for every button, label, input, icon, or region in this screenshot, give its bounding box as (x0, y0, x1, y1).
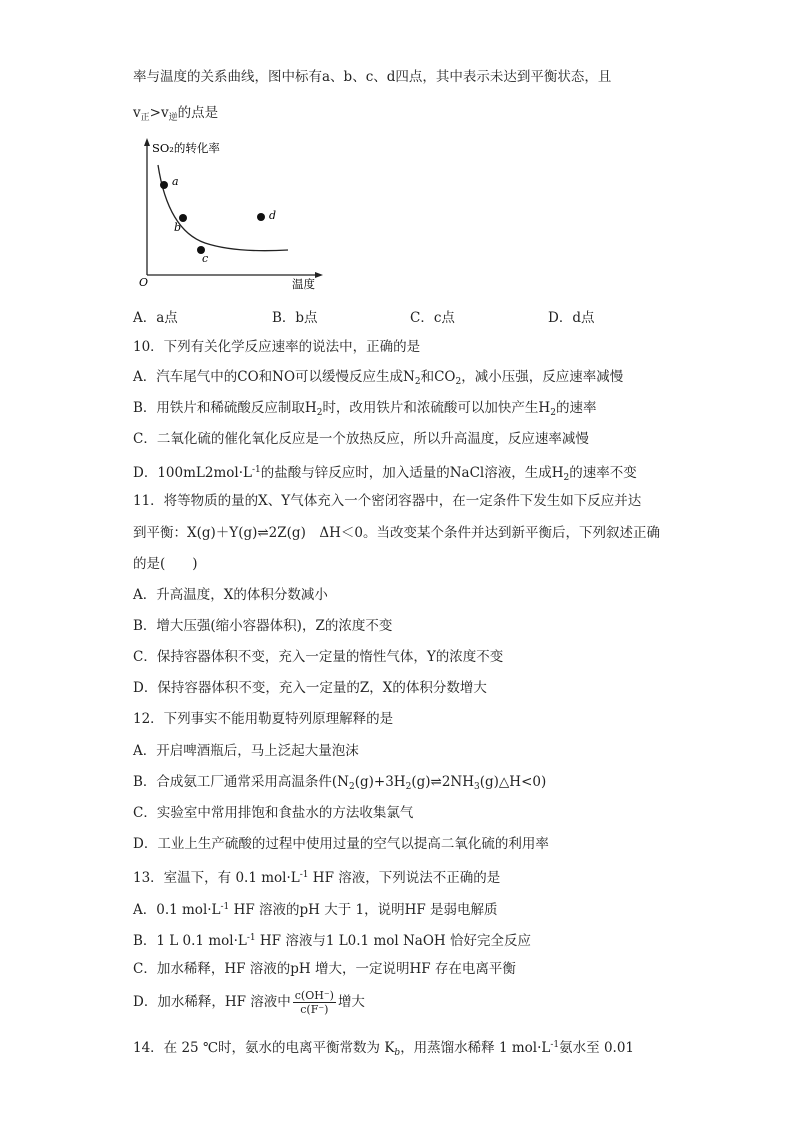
q11-stem-line3: 的是( ) (133, 556, 198, 572)
q12-option-c[interactable]: C．实验室中常用排饱和食盐水的方法收集氯气 (133, 805, 414, 821)
y-axis-arrow (144, 138, 150, 146)
x-axis-arrow (315, 272, 323, 278)
q11-option-a[interactable]: A．升高温度，X的体积分数减小 (133, 587, 328, 603)
q14-stem: 14．在 25 ℃时，氨水的电离平衡常数为 $K_b$，用蒸馏水稀释 1 $mol\cdot L^{-1}$氨水至 0.01 (133, 1040, 635, 1058)
q9-option-d[interactable]: D．d点 (548, 310, 595, 326)
point-a (160, 181, 168, 189)
q13-option-a[interactable]: A．0.1 $mol\cdot L^{-1}$ HF 溶液的pH 大于 1，说明HF 是弱电解质 (133, 902, 498, 918)
q10-option-d[interactable]: D．$100mL2mol\cdot L^{-1}$的盐酸与锌反应时，加入适量的NaCl溶液，生成$H_2$的速率不变 (133, 465, 637, 483)
q10-stem: 10．下列有关化学反应速率的说法中，正确的是 (133, 339, 421, 355)
q9-stem-line1: 率与温度的关系曲线，图中标有a、b、c、d四点，其中表示未达到平衡状态，且 (133, 69, 612, 85)
q9-stem-line2: $v_正>v_逆$的点是 (133, 105, 219, 123)
q9-option-a[interactable]: A．a点 (133, 310, 178, 326)
q11-option-c[interactable]: C．保持容器体积不变，充入一定量的惰性气体，Y的浓度不变 (133, 649, 504, 665)
oh-over-f-fraction: $\frac{c(OH^-)}{c(F^-)}$ (294, 989, 334, 1016)
q13-option-c[interactable]: C．加水稀释，HF 溶液的pH 增大，一定说明HF 存在电离平衡 (133, 961, 516, 977)
q12-option-b[interactable]: B．合成氨工厂通常采用高温条件$(N_2(g)+3H_2(g)\rightleftharpoons 2NH_3(g)\triangle H<0)$ (133, 774, 547, 792)
label-c: c (202, 252, 209, 265)
q11-option-d[interactable]: D．保持容器体积不变，充入一定量的Z，X的体积分数增大 (133, 680, 487, 696)
x-axis-label: 温度 (292, 277, 315, 291)
q12-option-a[interactable]: A．开启啤酒瓶后，马上泛起大量泡沫 (133, 743, 359, 759)
label-d: d (269, 209, 277, 222)
so2-conversion-graph (130, 135, 330, 295)
q13-stem: 13．室温下，有 0.1 $mol\cdot L^{-1}$ HF 溶液，下列说法不正确的是 (133, 870, 501, 886)
q9-option-b[interactable]: B．b点 (272, 310, 318, 326)
q10-option-c[interactable]: C．二氧化硫的催化氧化反应是一个放热反应，所以升高温度，反应速率减慢 (133, 431, 589, 447)
q12-stem: 12．下列事实不能用勒夏特列原理解释的是 (133, 711, 394, 727)
q9-option-c[interactable]: C．c点 (410, 310, 455, 326)
q10-option-b[interactable]: B．用铁片和稀硫酸反应制取$H_2$时，改用铁片和浓硫酸可以加快产生$H_2$的速率 (133, 400, 597, 418)
q13-option-d[interactable]: D．加水稀释，HF 溶液中 $\frac{c(OH^-)}{c(F^-)}$ 增大 (133, 989, 365, 1016)
q11-option-b[interactable]: B．增大压强(缩小容器体积)，Z的浓度不变 (133, 618, 393, 634)
q13-option-b[interactable]: B．1 L 0.1 $mol\cdot L^{-1}$ HF 溶液与1 L0.1 mol NaOH 恰好完全反应 (133, 933, 531, 949)
q10-option-a[interactable]: A．汽车尾气中的CO和NO可以缓慢反应生成$N_2$和$CO_2$，减小压强，反应速率减慢 (133, 369, 624, 387)
point-d (257, 213, 265, 221)
label-a: a (172, 175, 179, 188)
origin-label: O (139, 276, 149, 289)
y-axis-label: SO₂的转化率 (152, 141, 220, 155)
q12-option-d[interactable]: D．工业上生产硫酸的过程中使用过量的空气以提高二氧化硫的利用率 (133, 836, 549, 852)
label-b: b (174, 221, 182, 234)
q11-stem-line1: 11．将等物质的量的X、Y气体充入一个密闭容器中，在一定条件下发生如下反应并达 (133, 493, 642, 509)
q11-stem-line2: 到平衡：X(g)＋Y(g)⇌2Z(g) ΔH＜0。当改变某个条件并达到新平衡后，下列叙述正确 (133, 525, 660, 541)
